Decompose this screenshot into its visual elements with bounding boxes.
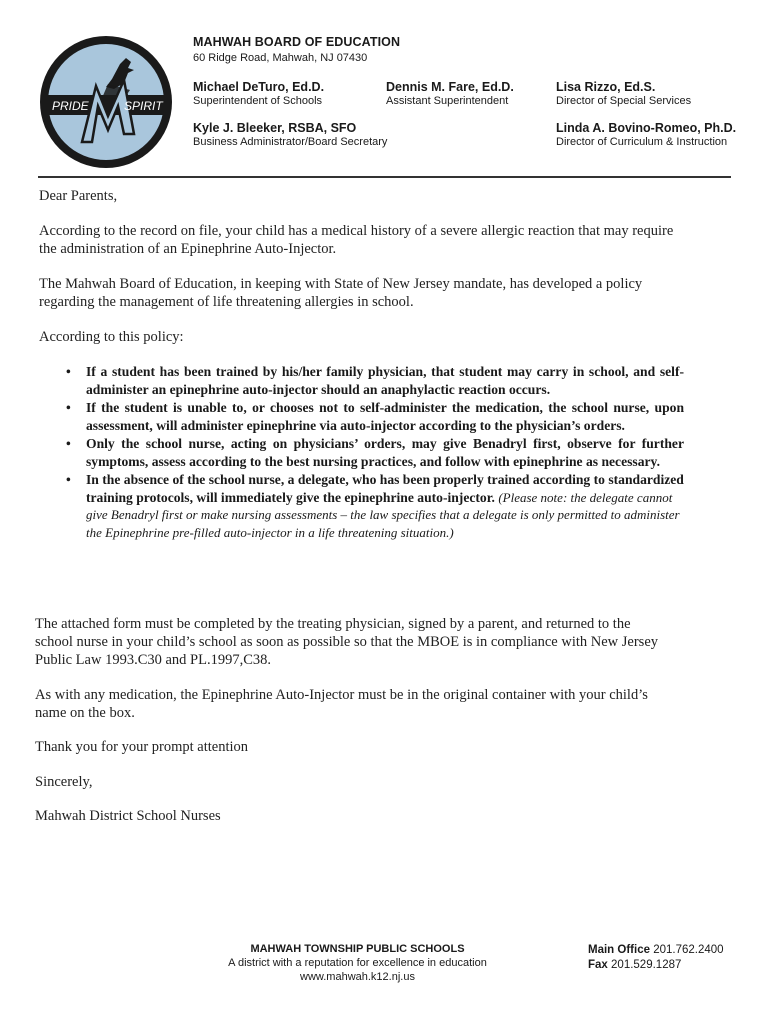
official-name: Dennis M. Fare, Ed.D. — [386, 80, 514, 94]
footer-main-office — [588, 943, 724, 958]
official-title: Director of Curriculum & Instruction — [556, 136, 728, 148]
list-item: • If a student has been trained by his/her family physician, that student may carry in school, and self-administer an epinephrine auto-injector should an anaphylactic reaction occurs. — [66, 364, 684, 397]
signature: Mahwah District School Nurses — [35, 808, 221, 824]
official-title: Assistant Superintendent — [386, 95, 509, 107]
district-logo — [38, 34, 174, 170]
list-item: • In the absence of the school nurse, a delegate, who has been properly trained according to standardized training protocols, will immediately give the epinephrine auto-injector. (Please note: the delegate cannot give Benadryl first or make nursing assessments – the law specifies that a delegate is only permitted to administer the Epinephrine pre-filled auto-injector in a life threatening situation.) — [66, 472, 684, 540]
footer-district: MAHWAH TOWNSHIP PUBLIC SCHOOLS — [250, 943, 465, 955]
policy-list — [66, 363, 684, 542]
header-divider — [38, 176, 731, 178]
board-address: 60 Ridge Road, Mahwah, NJ 07430 — [193, 52, 368, 64]
official-name: Kyle J. Bleeker, RSBA, SFO — [193, 121, 357, 135]
footer-tagline: A district with a reputation for excellence in education — [228, 957, 487, 969]
list-item-text: Only the school nurse, acting on physicians’ orders, may give Benadryl first, observe for further symptoms, assess according to the best nursing practices, and follow with epinephrine as necessary. — [86, 436, 684, 469]
closing: Sincerely, — [35, 774, 93, 790]
footer-fax — [588, 958, 681, 973]
official-title: Business Administrator/Board Secretary — [193, 136, 388, 148]
main-office-phone: 201.762.2400 — [653, 944, 724, 956]
paragraph-5: As with any medication, the Epinephrine Auto-Injector must be in the original container with your child’s name on the box. — [35, 687, 648, 721]
official-name: Linda A. Bovino-Romeo, Ph.D. — [556, 121, 737, 135]
list-item: • If the student is unable to, or chooses not to self-administer the medication, the school nurse, upon assessment, will administer epinephrine via auto-injector according to the physician’s orders. — [66, 400, 684, 433]
logo-spirit-text: SPIRIT — [124, 99, 163, 113]
paragraph-4: The attached form must be completed by the treating physician, signed by a parent, and returned to the school nurse in your child’s school as soon as possible so that the MBOE is in compliance with New Jersey Public Law 1993.C30 and PL.1997,C38. — [35, 616, 659, 668]
paragraph-6: Thank you for your prompt attention — [35, 739, 249, 755]
official-title: Superintendent of Schools — [193, 95, 323, 107]
list-item-text: If the student is unable to, or chooses not to self-administer the medication, the school nurse, upon assessment, will administer epinephrine via auto-injector according to the physician’s orders. — [86, 400, 684, 433]
paragraph-1: According to the record on file, your child has a medical history of a severe allergic reaction that may require the administration of an Epinephrine Auto-Injector. — [39, 223, 674, 257]
fax-phone: 201.529.1287 — [611, 959, 682, 971]
list-item-text: If a student has been trained by his/her family physician, that student may carry in school, and self-administer an epinephrine auto-injector should an anaphylactic reaction occurs. — [86, 364, 684, 397]
fax-label: Fax — [588, 959, 608, 971]
salutation: Dear Parents, — [39, 188, 118, 204]
list-item-text: In the absence of the school nurse, a delegate, who has been properly trained according to standardized training protocols, will immediately give the epinephrine auto-injector. — [86, 472, 684, 505]
main-office-label: Main Office — [588, 944, 650, 956]
official-title: Director of Special Services — [556, 95, 692, 107]
list-item: • Only the school nurse, acting on physicians’ orders, may give Benadryl first, observe for further symptoms, assess according to the best nursing practices, and follow with epinephrine as necessary. — [66, 436, 684, 469]
board-name: MAHWAH BOARD OF EDUCATION — [193, 35, 401, 49]
logo-pride-text: PRIDE — [52, 99, 89, 113]
official-name: Michael DeTuro, Ed.D. — [193, 80, 325, 94]
delegate-note: (Please note: the delegate cannot give Benadryl first or make nursing assessments – the law specifies that a delegate is only permitted to administer the Epinephrine pre-filled auto-injector in a life threatening situation.) — [86, 489, 680, 540]
footer-website[interactable]: www.mahwah.k12.nj.us — [300, 971, 415, 983]
official-name: Lisa Rizzo, Ed.S. — [556, 80, 656, 94]
paragraph-2: The Mahwah Board of Education, in keeping with State of New Jersey mandate, has developed a policy regarding the management of life threatening allergies in school. — [39, 276, 643, 310]
paragraph-3: According to this policy: — [39, 329, 184, 345]
